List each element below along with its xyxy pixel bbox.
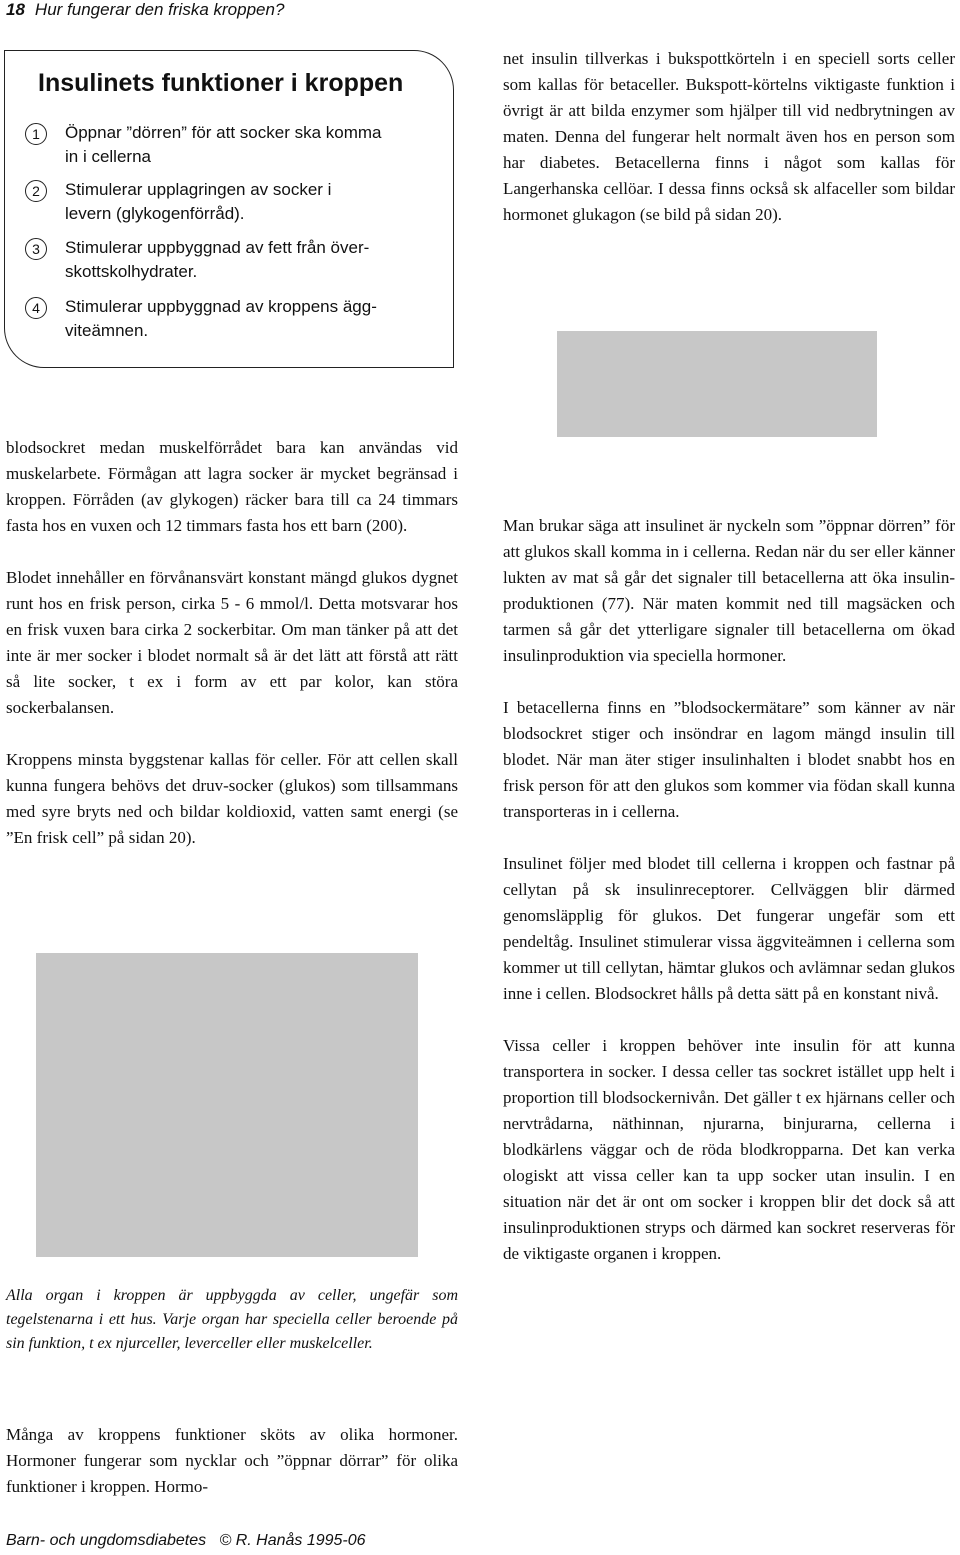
image-placeholder-cells (36, 953, 418, 1257)
box-item-3-line1: Stimulerar uppbyggnad av fett från över- (65, 238, 370, 257)
page-number: 18 (6, 0, 25, 19)
paragraph-insulin-receptors: Insulinet följer med blodet till cellerna i kroppen och fastnar på cellytan på sk insulinreceptorer. Cellväggen blir därmed genomsläpplig för glukos. Det fungerar ungefär som ett pendeltåg. Insulinet stimulerar vissa äggviteämnen i cellerna som kommer ut till cellytan, hämtar glukos och avlämnar sedan glukos inne i cellen. Blodsockret hålls på detta sätt på en konstant nivå. (503, 854, 955, 1003)
page-header (6, 0, 284, 20)
insulin-functions-box (4, 50, 454, 368)
paragraph-hormones: Många av kroppens funktioner sköts av olika hormoner. Hormoner fungerar som nycklar och ”öppnar dörrar” för olika funktioner i kroppen. Hormo- (6, 1425, 458, 1496)
box-item-3 (65, 236, 445, 284)
box-item-1 (65, 121, 445, 169)
box-item-4-line1: Stimulerar uppbyggnad av kroppens ägg- (65, 297, 377, 316)
right-top-column (503, 46, 955, 228)
paragraph-blood-sugar-meter: I betacellerna finns en ”blodsockermätare” som känner av när blodsockret stiger och insöndrar en lagom mängd insulin till blodet. När man äter stiger insulinhalten i blodet snabbt hos en frisk person för att den glukos som kommer via födan skall kunna transporteras in i cellerna. (503, 698, 955, 821)
number-1-badge: 1 (25, 123, 47, 145)
page-footer: Barn- och ungdomsdiabetes © R. Hanås 1995-06 (6, 1532, 366, 1549)
left-column (6, 435, 458, 851)
number-3-badge: 3 (25, 238, 47, 260)
paragraph-insulin-production: net insulin tillverkas i bukspottkörteln i en speciell sorts celler som kallas för betaceller. Bukspott-körtelns viktigaste funktion i övrigt är att bilda enzymer som hjälper till vid nedbrytningen av maten. Denna del fungerar helt normalt även hos en person som har diabetes. Betacellerna finns i något som kallas för Langerhanska cellöar. I dessa finns också sk alfaceller som bildar hormonet glukagon (se bild på sidan 20). (503, 49, 955, 224)
box-item-2-line1: Stimulerar upplagringen av socker i (65, 180, 332, 199)
box-item-4-line2: viteämnen. (65, 321, 149, 340)
paragraph-insulin-independent-cells: Vissa celler i kroppen behöver inte insulin för att kunna transportera in socker. I dessa celler tas sockret istället upp helt i proportion till blodsockernivån. Det gäller t ex hjärnans celler och nervtrådarna, näthinnan, njurarna, binjurarna, cellerna i blodkärlens väggar och de röda blodkropparna. Det kan verka ologiskt att vissa celler kan ta upp socker utan insulin. I en situation när det är ont om socker i kroppen blir det dock så att insulinproduktionen stryps och därmed kan sockret reserveras för de viktigaste organen i kroppen. (503, 1036, 955, 1263)
box-title: Insulinets funktioner i kroppen (38, 69, 404, 97)
box-item-2 (65, 178, 445, 226)
box-item-4 (65, 295, 445, 343)
number-4-badge: 4 (25, 297, 47, 319)
paragraph-blood-glucose: Blodet innehåller en förvånansvärt konstant mängd glukos dygnet runt hos en frisk person, cirka 5 - 6 mmol/l. Detta motsvarar hos en frisk vuxen bara cirka 2 sockerbitar. Om man tänker på att det inte är mer socker i blodet normalt så är det lätt att förstå att rätt så lite socker, t ex i form av ett par kolor, kan störa sockerbalansen. (6, 568, 458, 717)
image-caption: Alla organ i kroppen är uppbyggda av celler, ungefär som tegelstenarna i ett hus. Varje organ har speciella celler beroende på sin funktion, t ex njurceller, leverceller eller muskelceller. (6, 1287, 458, 1352)
paragraph-glycogen: blodsockret medan muskelförrådet bara kan användas vid muskelarbete. Förmågan att lagra socker är mycket begränsad i kroppen. Förråden (av glykogen) räcker bara till ca 24 timmars fasta hos en vuxen och 12 timmars fasta hos ett barn (200). (6, 438, 458, 535)
box-item-3-line2: skottskolhydrater. (65, 262, 198, 281)
image-placeholder-top-right (557, 331, 877, 437)
paragraph-insulin-key: Man brukar säga att insulinet är nyckeln som ”öppnar dörren” för att glukos skall komma in i cellerna. Redan när du ser eller känner lukten av mat så går det signaler till betacellerna att öka insulin-produktionen (77). När maten kommit ned till magsäcken och tarmen så går det ytterligare signaler till betacellerna om ökad insulinproduktion via speciella hormoner. (503, 516, 955, 665)
running-title: Hur fungerar den friska kroppen? (34, 0, 285, 19)
box-item-1-line1: Öppnar ”dörren” för att socker ska komma (65, 123, 382, 142)
number-2-badge: 2 (25, 180, 47, 202)
right-column (503, 513, 955, 1267)
box-item-2-line2: levern (glykogenförråd). (65, 204, 245, 223)
paragraph-cells: Kroppens minsta byggstenar kallas för celler. För att cellen skall kunna fungera behövs det druv-socker (glukos) som tillsammans med syre bryts ned och bildar koldioxid, vatten samt energi (se ”En frisk cell” på sidan 20). (6, 750, 458, 847)
box-item-1-line2: in i cellerna (65, 147, 151, 166)
left-bottom-column (6, 1422, 458, 1500)
